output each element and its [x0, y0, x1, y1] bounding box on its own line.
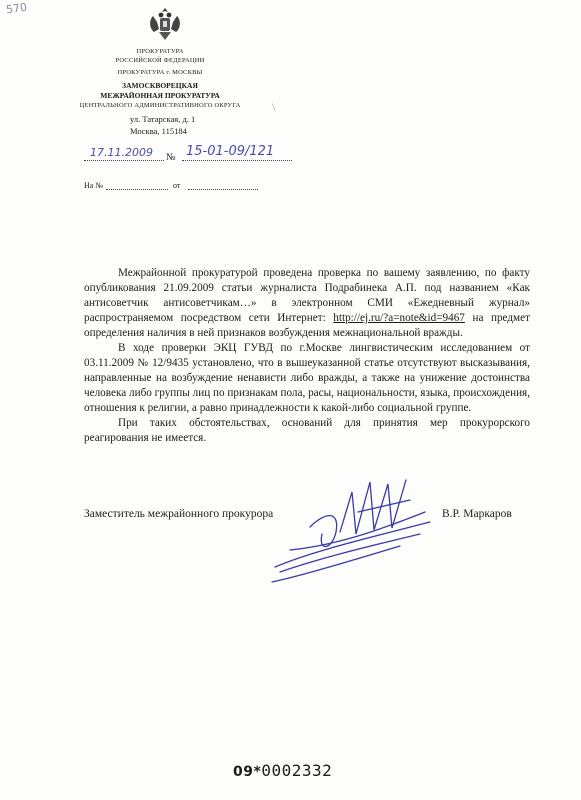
- header-org-line: ПРОКУРАТУРА: [136, 48, 184, 55]
- pencil-tick-mark: \: [272, 100, 276, 114]
- header-address-city: Москва, 115184: [130, 126, 187, 136]
- header-address-street: ул. Татарская, д. 1: [130, 114, 196, 124]
- letter-body: [84, 266, 530, 446]
- header-org-line: ПРОКУРАТУРА г. МОСКВЫ: [117, 69, 203, 76]
- header-office-name: ЗАМОСКВОРЕЦКАЯ: [122, 81, 198, 90]
- date-line: [84, 160, 164, 161]
- header-district: ЦЕНТРАЛЬНОГО АДМИНИСТРАТИВНОГО ОКРУГА: [79, 102, 241, 109]
- signatory-title: Заместитель межрайонного прокурора: [84, 508, 274, 520]
- reference-date-line: [188, 189, 258, 190]
- reference-from-label: от: [173, 181, 181, 190]
- signatory-name: В.Р. Маркаров: [442, 508, 512, 520]
- form-serial-number: [233, 761, 332, 780]
- body-paragraph: [84, 266, 530, 341]
- handwritten-outgoing-number: 15-01-09/121: [186, 144, 275, 159]
- body-text-span: на предмет определения наличия в ней признаков возбуждения межнациональной вражды.: [84, 312, 530, 339]
- article-link[interactable]: http://ej.ru/?a=note&id=9467: [333, 312, 465, 324]
- body-text-span: Межрайонной прокуратурой проведена проверка по вашему заявлению, по факту опубликования 21.09.2009 статьи журналиста Подрабинека А.П. под названием «Как антисоветчик антисоветчикам…» в электронном СМИ «Ежедневный журнал» распространяемом посредством сети Интернет:: [84, 267, 530, 324]
- reference-number-line: [106, 189, 168, 190]
- serial-digits: 0002332: [261, 761, 333, 780]
- body-paragraph: В ходе проверки ЭКЦ ГУВД по г.Москве лингвистическим исследованием от 03.11.2009 № 12/9435 установлено, что в вышеуказанной статье отсутствуют высказывания, направленные на возбуждение ненависти либо вражды, а также на унижение достоинства человека либо группы лиц по признакам пола, расы, национальности, языка, происхождения, отношения к религии, а равно принадлежности к какой-либо социальной группе.: [84, 342, 530, 414]
- header-org-line: РОССИЙСКОЙ ФЕДЕРАЦИИ: [115, 57, 205, 64]
- reference-label: На №: [84, 181, 103, 190]
- coat-of-arms-icon: [145, 4, 185, 44]
- handwritten-corner-note: 570: [5, 0, 28, 17]
- body-paragraph: При таких обстоятельствах, оснований для принятия мер прокурорского реагирования не имеется.: [84, 417, 530, 444]
- number-line: [182, 160, 292, 161]
- header-office-name: МЕЖРАЙОННАЯ ПРОКУРАТУРА: [100, 91, 220, 100]
- handwritten-signature: [270, 472, 440, 592]
- number-sign: №: [166, 152, 176, 163]
- handwritten-date: 17.11.2009: [90, 146, 153, 159]
- serial-prefix: 09*: [233, 764, 262, 780]
